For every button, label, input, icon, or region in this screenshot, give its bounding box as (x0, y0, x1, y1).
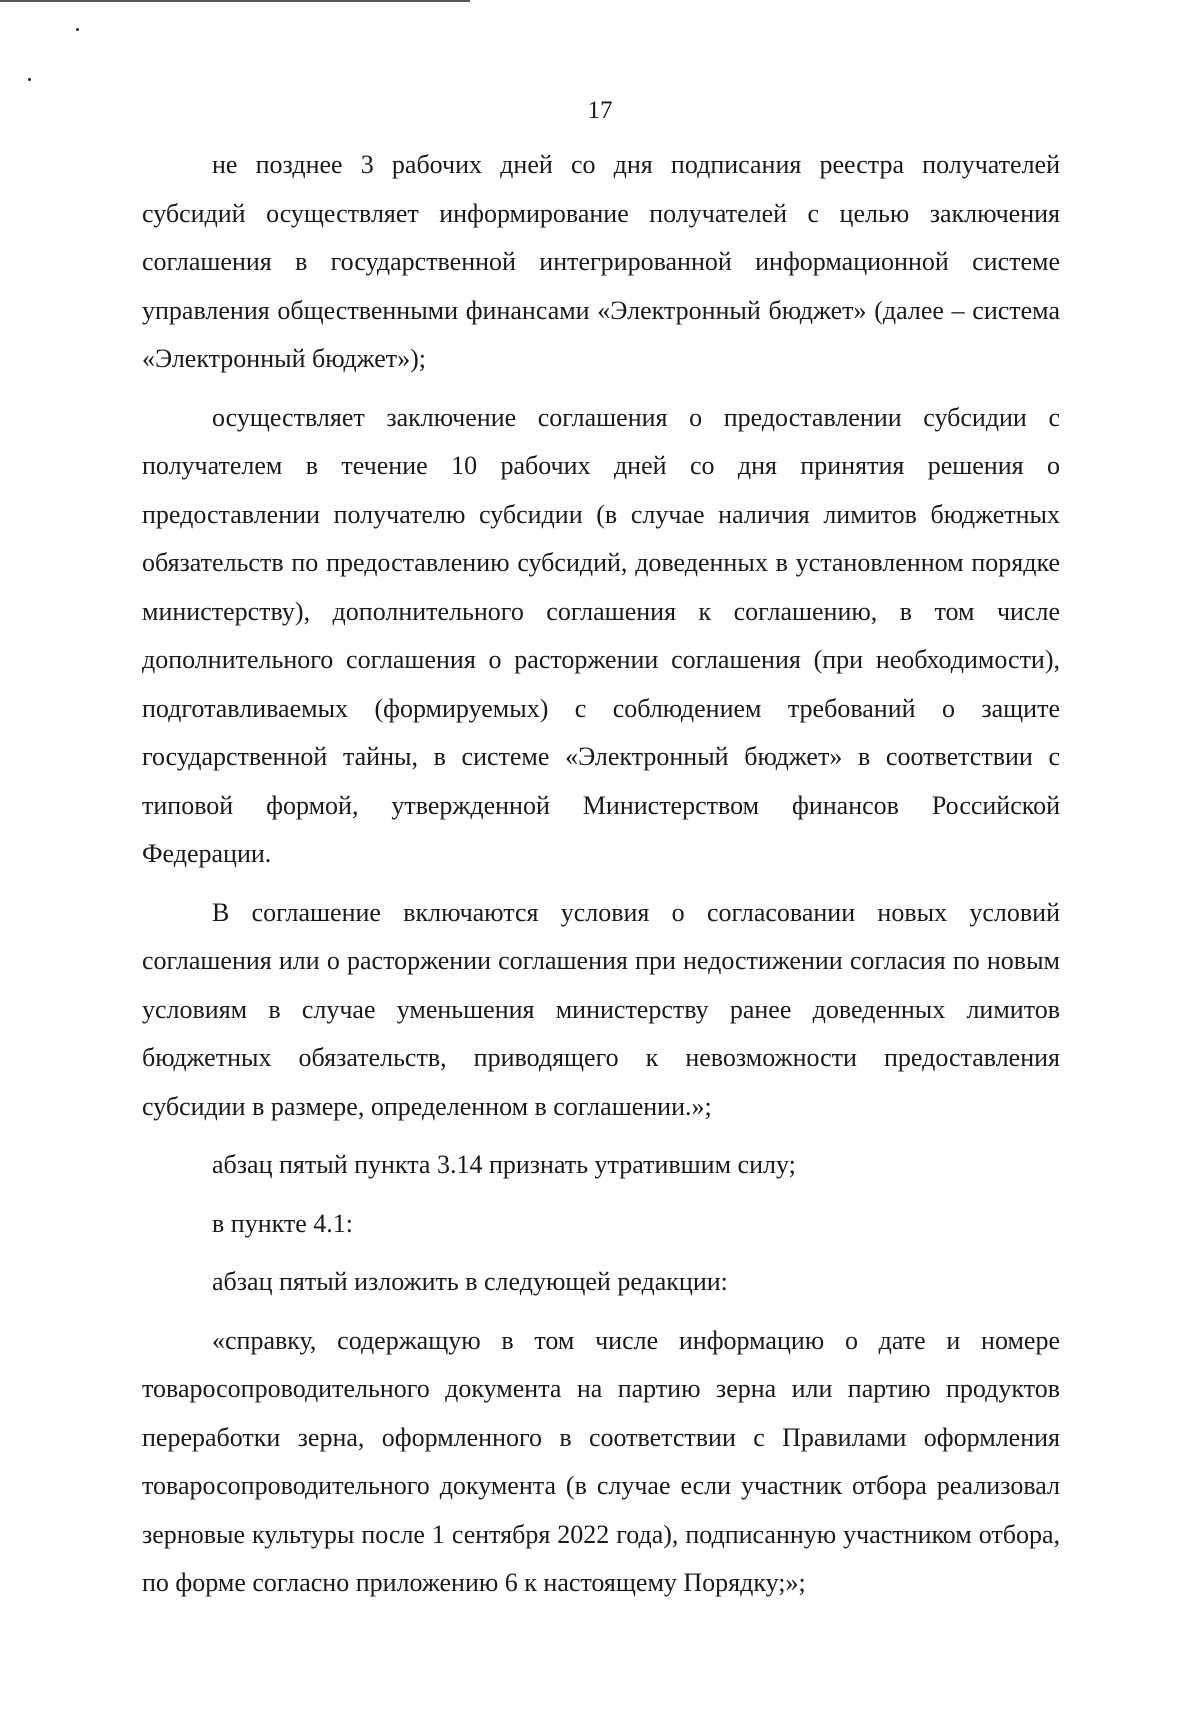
paragraph: «справку, содержащую в том числе информацию о дате и номере товаросопроводительного документа на партию зерна или партию продуктов переработки зерна, оформленного в соответствии с Правилами оформления товаросопроводительного документа (в случае если участник отбора реализовал зерновые культуры после 1 сентября 2022 года), подписанную участником отбора, по форме согласно приложению 6 к настоящему Порядку;»; (142, 1325, 1060, 1597)
scan-speck (76, 28, 79, 31)
paragraph: осуществляет заключение соглашения о предоставлении субсидии с получателем в течение 10 рабочих дней со дня принятия решения о предоставлении получателю субсидии (в случае наличия лимитов бюджетных обязательств по предоставлению субсидий, доведенных в установленном порядке министерству), дополнительного соглашения к соглашению, в том числе дополнительного соглашения о расторжении соглашения (при необходимости), подготавливаемых (формируемых) с соблюдением требований о защите государственной тайны, в системе «Электронный бюджет» в соответствии с типовой формой, утвержденной Министерством финансов Российской Федерации. (142, 402, 1060, 868)
paragraph: в пункте 4.1: (212, 1208, 354, 1238)
scan-speck (28, 78, 31, 81)
paragraph: не позднее 3 рабочих дней со дня подписания реестра получателей субсидий осуществляет информирование получателей с целью заключения соглашения в государственной интегрированной информационной системе управления общественными финансами «Электронный бюджет» (далее – система «Электронный бюджет»); (142, 150, 1060, 373)
scan-edge-line (0, 0, 470, 2)
paragraph: абзац пятый изложить в следующей редакции: (212, 1267, 728, 1296)
paragraph: абзац пятый пункта 3.14 признать утратившим силу; (212, 1150, 796, 1179)
page-number: 17 (587, 97, 613, 124)
document-body (142, 141, 1060, 1608)
paragraph: В соглашение включаются условия о согласовании новых условий соглашения или о расторжении соглашения при недостижении согласия по новым условиям в случае уменьшения министерству ранее доведенных лимитов бюджетных обязательств, приводящего к невозможности предоставления субсидии в размере, определенном в соглашении.»; (142, 897, 1060, 1121)
